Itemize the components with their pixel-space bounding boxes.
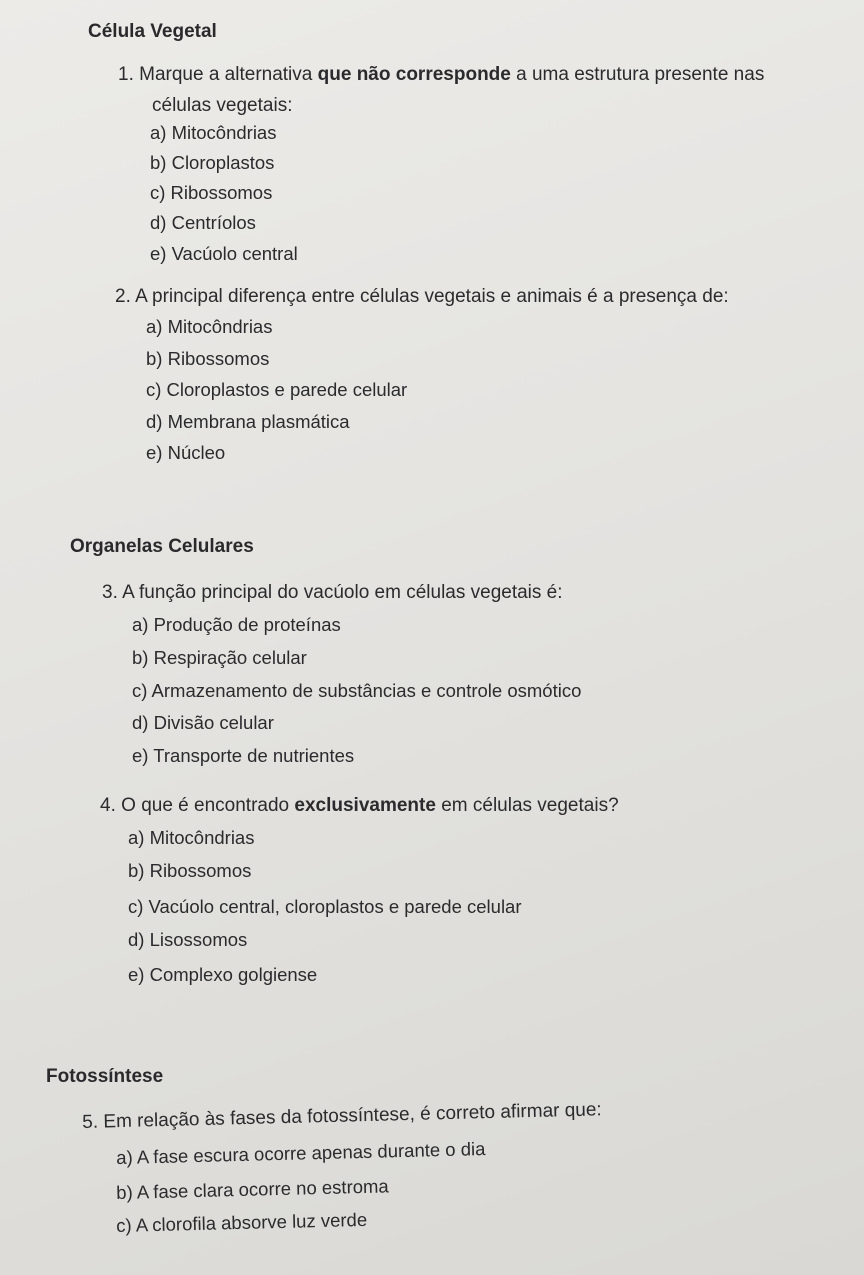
q3-option-e[interactable]: e) Transporte de nutrientes <box>132 745 355 766</box>
q3-option-d[interactable]: d) Divisão celular <box>132 712 274 733</box>
question-3-stem-text: A função principal do vacúolo em células vegetais é: <box>122 582 563 603</box>
q2-option-a[interactable]: a) Mitocôndrias <box>146 316 273 337</box>
section-title-fotossintese: Fotossíntese <box>46 1066 164 1087</box>
question-1-stem-line2: células vegetais: <box>152 95 293 116</box>
question-3-number: 3. <box>102 582 118 603</box>
q2-option-b[interactable]: b) Ribossomos <box>146 348 270 369</box>
q3-option-c[interactable]: c) Armazenamento de substâncias e controle osmótico <box>132 680 582 701</box>
q4-option-b[interactable]: b) Ribossomos <box>128 860 252 881</box>
q2-option-e[interactable]: e) Núcleo <box>146 442 226 463</box>
question-1-stem-after: a uma estrutura presente nas <box>510 64 765 85</box>
section-title-organelas-celulares: Organelas Celulares <box>70 536 254 557</box>
question-1 <box>118 64 764 86</box>
question-2-number: 2. <box>115 286 131 307</box>
question-4-stem <box>100 795 619 817</box>
q2-option-d[interactable]: d) Membrana plasmática <box>146 411 350 432</box>
q3-option-b[interactable]: b) Respiração celular <box>132 647 307 668</box>
question-3-stem <box>102 582 563 604</box>
section-title-celula-vegetal: Célula Vegetal <box>88 21 217 42</box>
question-1-stem <box>118 64 764 86</box>
q5-option-a[interactable]: a) A fase escura ocorre apenas durante o dia <box>116 1137 486 1168</box>
q4-option-a[interactable]: a) Mitocôndrias <box>128 827 255 848</box>
q4-option-c[interactable]: c) Vacúolo central, cloroplastos e parede celular <box>128 896 522 917</box>
question-5-number: 5. <box>82 1111 99 1133</box>
q1-option-b[interactable]: b) Cloroplastos <box>150 152 275 173</box>
q3-option-a[interactable]: a) Produção de proteínas <box>132 614 341 635</box>
question-2-stem <box>115 286 729 308</box>
question-4-stem-after: em células vegetais? <box>435 795 619 816</box>
question-1-number: 1. <box>118 64 134 85</box>
q2-option-c[interactable]: c) Cloroplastos e parede celular <box>146 379 408 400</box>
q4-option-d[interactable]: d) Lisossomos <box>128 929 248 950</box>
q1-option-d[interactable]: d) Centríolos <box>150 212 256 233</box>
question-5-stem <box>82 1099 602 1134</box>
question-4-stem-bold: exclusivamente <box>294 795 436 816</box>
question-4-number: 4. <box>100 795 116 816</box>
question-5-stem-text: Em relação às fases da fotossíntese, é correto afirmar que: <box>103 1099 602 1133</box>
q5-option-b[interactable]: b) A fase clara ocorre no estroma <box>116 1175 389 1203</box>
question-1-stem-bold: que não corresponde <box>317 64 511 85</box>
question-4-stem-before: O que é encontrado <box>121 795 295 816</box>
q1-option-c[interactable]: c) Ribossomos <box>150 182 273 203</box>
q5-option-c[interactable]: c) A clorofila absorve luz verde <box>116 1208 368 1236</box>
q4-option-e[interactable]: e) Complexo golgiense <box>128 964 318 985</box>
q1-option-a[interactable]: a) Mitocôndrias <box>150 122 277 143</box>
q1-option-e[interactable]: e) Vacúolo central <box>150 243 298 264</box>
question-2-stem-text: A principal diferença entre células vegetais e animais é a presença de: <box>135 286 729 307</box>
question-1-stem-before: Marque a alternativa <box>139 64 318 85</box>
